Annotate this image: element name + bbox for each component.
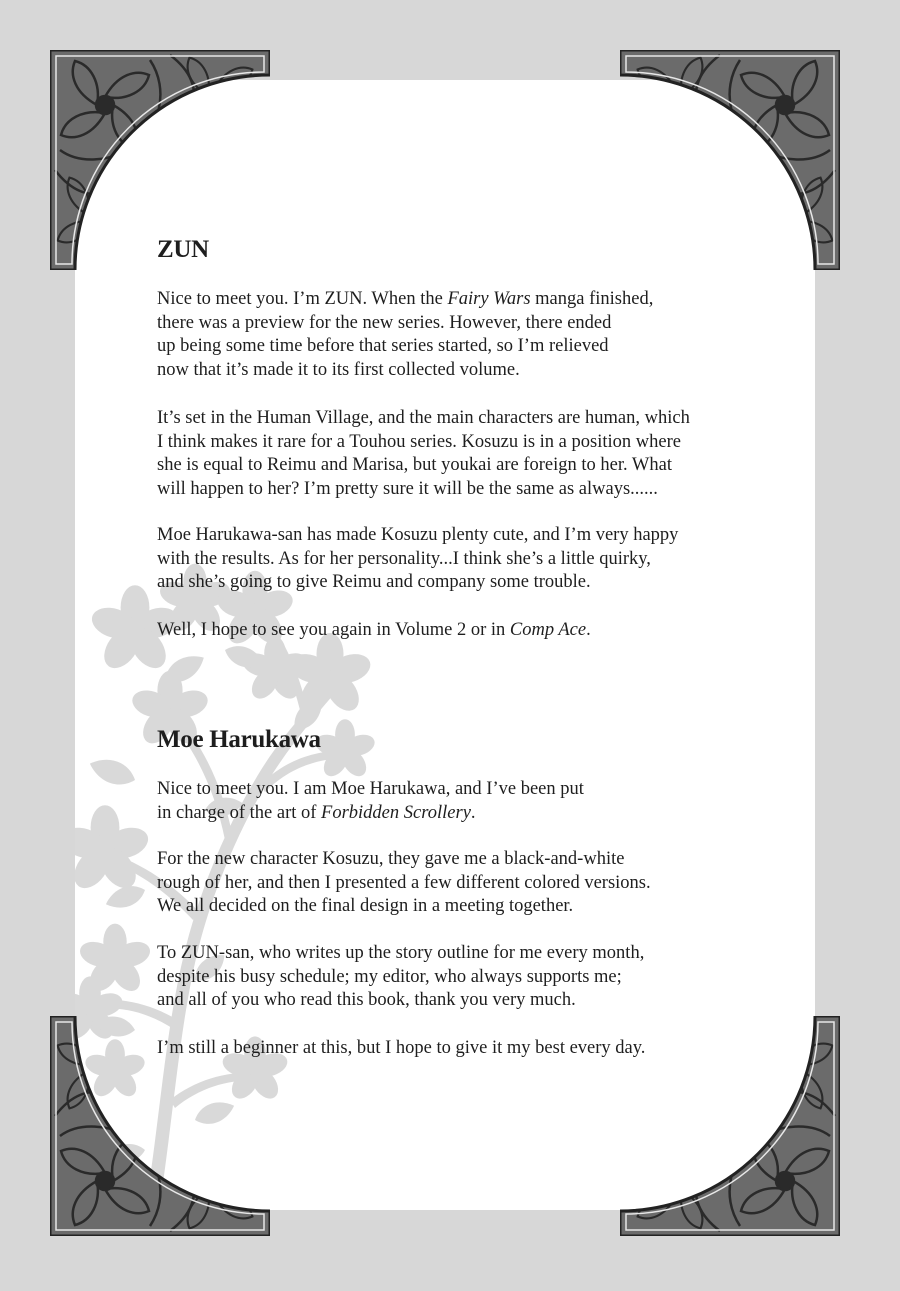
text-line: and all of you who read this book, thank you very much. — [157, 990, 576, 1010]
paragraph — [157, 1037, 645, 1061]
section-title-zun: ZUN — [157, 236, 209, 263]
paragraph — [157, 848, 651, 919]
text-line: Moe Harukawa-san has made Kosuzu plenty cute, and I’m very happy — [157, 525, 679, 545]
text-line: To ZUN-san, who writes up the story outline for me every month, — [157, 943, 645, 963]
text-line: Nice to meet you. I’m ZUN. When the Fairy Wars manga finished, — [157, 289, 654, 309]
text-line: rough of her, and then I presented a few different colored versions. — [157, 872, 651, 893]
section-title-moe-harukawa: Moe Harukawa — [157, 726, 321, 753]
paragraph — [157, 942, 644, 1013]
text-line: Well, I hope to see you again in Volume 2 or in Comp Ace. — [157, 620, 591, 640]
text-line: she is equal to Reimu and Marisa, but youkai are foreign to her. What — [157, 455, 672, 475]
text-line: For the new character Kosuzu, they gave me a black-and-white — [157, 849, 625, 869]
text-line: there was a preview for the new series. However, there ended — [157, 312, 612, 333]
paragraph — [157, 619, 591, 643]
paragraph — [157, 524, 678, 595]
text-line: I’m still a beginner at this, but I hope to give it my best every day. — [157, 1038, 646, 1058]
text-line: despite his busy schedule; my editor, who always supports me; — [157, 966, 622, 987]
text-line: It’s set in the Human Village, and the main characters are human, which — [157, 408, 690, 428]
text-line: We all decided on the final design in a meeting together. — [157, 896, 574, 916]
paragraph — [157, 778, 584, 825]
ornament-corner-bottom-right — [620, 1016, 840, 1236]
text-line: in charge of the art of Forbidden Scrollery. — [157, 802, 476, 823]
paragraph — [157, 288, 653, 382]
text-line: Nice to meet you. I am Moe Harukawa, and I’ve been put — [157, 779, 584, 799]
text-line: will happen to her? I’m pretty sure it will be the same as always...... — [157, 478, 658, 499]
ornament-corner-top-right — [620, 50, 840, 270]
text-line: and she’s going to give Reimu and company some trouble. — [157, 572, 591, 592]
text-line: I think makes it rare for a Touhou series. Kosuzu is in a position where — [157, 431, 681, 452]
paragraph — [157, 407, 690, 501]
text-line: now that it’s made it to its first collected volume. — [157, 359, 520, 380]
text-line: up being some time before that series started, so I’m relieved — [157, 336, 609, 356]
text-line: with the results. As for her personality...I think she’s a little quirky, — [157, 548, 651, 569]
